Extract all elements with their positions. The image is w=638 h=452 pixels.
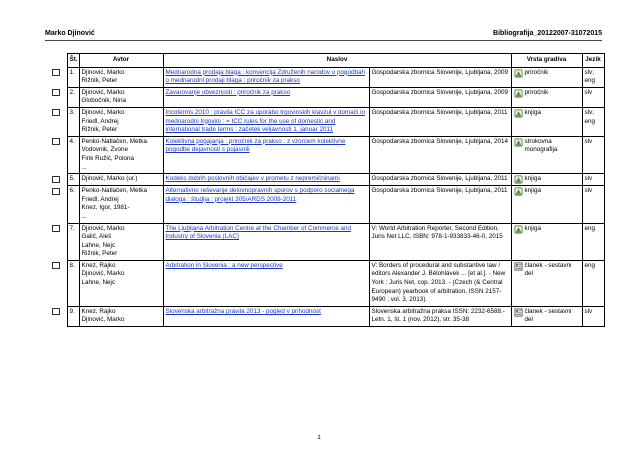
book-icon xyxy=(514,175,523,184)
cell-source: Slovenska arbitražna praksa ISSN: 2232-6588.- Letn. 1, št. 1 (nov. 2012), str. 35-38 xyxy=(369,306,511,326)
article-icon xyxy=(514,308,523,317)
cell-num: 8. xyxy=(67,260,79,306)
header-filename: Bibliografija_20122007-31072015 xyxy=(493,30,602,37)
cell-title xyxy=(163,260,369,306)
cell-type: priročnik xyxy=(511,67,582,87)
table-row xyxy=(52,186,604,223)
col-header-lang: Jezik xyxy=(582,54,604,68)
title-link[interactable]: Incoterms 2010 : pravila ICC za uporabo trgovinskih klavzul v domači in mednarodni trgovini : = ICC rules for the use of domestic and international trade terms : začetek veljavnosti 1. januar 2011 xyxy=(165,108,365,134)
table-row xyxy=(52,260,604,306)
cell-source: Gospodarska zbornica Slovenije, Ljubljana, 2009 xyxy=(369,67,511,87)
cell-num: 3. xyxy=(67,107,79,136)
article-icon xyxy=(514,262,523,271)
bibliography-table xyxy=(52,53,605,327)
cell-source: Gospodarska zbornica Slovenije, Ljubljana, 2011 xyxy=(369,107,511,136)
title-link[interactable]: Slovenska arbitražna pravila 2013 - pogled v prihodnost xyxy=(165,307,321,315)
table-row xyxy=(52,174,604,186)
book-icon xyxy=(514,138,523,147)
cell-source: Gospodarska zbornica Slovenije, Ljubljana, 2011 xyxy=(369,186,511,223)
cell-author: Knez, Rajko Djinović, Marko xyxy=(79,306,163,326)
table-header-row xyxy=(52,54,604,68)
cell-title xyxy=(163,136,369,173)
cell-author: Djinović, Marko Globočnik, Nina xyxy=(79,87,163,107)
table-row xyxy=(52,223,604,260)
header-rule xyxy=(45,40,602,41)
cell-num: 2. xyxy=(67,87,79,107)
cell-type: strokovna monografija xyxy=(511,136,582,173)
cell-lang: eng xyxy=(582,223,604,260)
cell-source: Gospodarska zbornica Slovenije, Ljubljana, 2014 xyxy=(369,136,511,173)
cell-source: V: Borders of procedural and substantive law / editors Alexander J. Bělohlávek ... [et al.]. - New York : Juris Net, cop. 2013. - (Czech (& Central European) yearbook of arbitration, ISSN 2157-9490 ; vol. 3, 2013). xyxy=(369,260,511,306)
select-checkbox[interactable] xyxy=(52,89,60,96)
cell-lang: slv xyxy=(582,87,604,107)
cell-num: 5. xyxy=(67,174,79,186)
select-checkbox[interactable] xyxy=(52,308,60,315)
cell-title xyxy=(163,87,369,107)
col-header-author: Avtor xyxy=(79,54,163,68)
table-row xyxy=(52,306,604,326)
cell-author: Penko-Natlačen, Metka Vodovnik, Zvone Fink Ružić, Polona ... xyxy=(79,136,163,173)
cell-author: Djinović, Marko Rižnik, Peter xyxy=(79,67,163,87)
cell-source: Gospodarska zbornica Slovenije, Ljubljana, 2011 xyxy=(369,174,511,186)
table-row xyxy=(52,87,604,107)
cell-title xyxy=(163,174,369,186)
cell-title xyxy=(163,223,369,260)
book-icon xyxy=(514,187,523,196)
book-icon xyxy=(514,89,523,98)
cell-num: 9. xyxy=(67,306,79,326)
title-link[interactable]: Kolektivna pogajanja : priročnik za prakso : z vzorcem kolektivne pogodbe dejavnosti s pojasnili xyxy=(165,137,346,154)
title-link[interactable]: Kodeks dobrih poslovnih običajev v prometu z nepremičninami xyxy=(165,175,340,183)
title-link[interactable]: Alternativno reševanje delovnopravnih sporov s podporo socialnega dialoga : študija : projekt 305/ARDS 2009-2011 xyxy=(165,187,355,203)
col-header-num: Št. xyxy=(67,54,79,68)
cell-title xyxy=(163,107,369,136)
cell-type: knjiga xyxy=(511,223,582,260)
cell-num: 7. xyxy=(67,223,79,260)
page-number: 1 xyxy=(317,434,321,441)
select-checkbox[interactable] xyxy=(52,262,60,269)
cell-lang: eng xyxy=(582,260,604,306)
cell-author: Djinović, Marko Friedl, Andrej Rižnik, Peter xyxy=(79,107,163,136)
book-icon xyxy=(514,69,523,78)
table-row xyxy=(52,136,604,173)
table-row xyxy=(52,107,604,136)
cell-num: 6. xyxy=(67,186,79,223)
select-checkbox[interactable] xyxy=(52,69,60,76)
cell-type: članek - sestavni del xyxy=(511,260,582,306)
cell-title xyxy=(163,67,369,87)
cell-author: Knez, Rajko Djinović, Marko Lahne, Nejc xyxy=(79,260,163,306)
select-checkbox[interactable] xyxy=(52,225,60,232)
title-link[interactable]: Mednarodna prodaja blaga : konvencija Združenih narodov o pogodbah o mednarodni prodaji blaga : priročnik za prakso xyxy=(165,68,366,85)
title-link[interactable]: Zavarovanje obveznosti : priročnik za prakso xyxy=(165,88,291,96)
title-link[interactable]: Arbitration in Slovenia : a new perspective xyxy=(165,261,283,269)
title-link[interactable]: The Ljubljana Arbitration Centre at the Chamber of Commerce and Industry of Slovenia (LAC) xyxy=(165,224,352,241)
cell-lang: slv xyxy=(582,174,604,186)
cell-author: Djinović, Marko (ur.) xyxy=(79,174,163,186)
cell-num: 4. xyxy=(67,136,79,173)
cell-lang: slv; eng xyxy=(582,67,604,87)
cell-type: knjiga xyxy=(511,186,582,223)
select-checkbox[interactable] xyxy=(52,176,60,183)
cell-lang: slv xyxy=(582,306,604,326)
cell-type: članek - sestavni del xyxy=(511,306,582,326)
cell-author: Penko-Natlačen, Metka Friedl, Andrej Knez, Igor, 1981- ... xyxy=(79,186,163,223)
cell-type: priročnik xyxy=(511,87,582,107)
select-checkbox[interactable] xyxy=(52,109,60,116)
col-header-type: Vrsta gradiva xyxy=(511,54,582,68)
cell-num: 1. xyxy=(67,67,79,87)
table-row xyxy=(52,67,604,87)
cell-title xyxy=(163,306,369,326)
select-checkbox[interactable] xyxy=(52,138,60,145)
book-icon xyxy=(514,109,523,118)
cell-lang: slv xyxy=(582,136,604,173)
cell-author: Djinović, Marko Galič, Aleš Lahne, Nejc Rižnik, Peter xyxy=(79,223,163,260)
cell-source: V: World Arbitration Reporter, Second Edition, Juris Net LLC, ISBN: 978-1-933833-46-0, 2015 xyxy=(369,223,511,260)
col-header-title: Naslov xyxy=(163,54,511,68)
cell-lang: slv; eng xyxy=(582,107,604,136)
cell-source: Gospodarska zbornica Slovenije, Ljubljana, 2009 xyxy=(369,87,511,107)
select-checkbox[interactable] xyxy=(52,188,60,195)
cell-type: knjiga xyxy=(511,107,582,136)
cell-title xyxy=(163,186,369,223)
cell-type: knjiga xyxy=(511,174,582,186)
book-icon xyxy=(514,225,523,234)
header-author: Marko Djinović xyxy=(45,30,95,37)
cell-lang: slv xyxy=(582,186,604,223)
